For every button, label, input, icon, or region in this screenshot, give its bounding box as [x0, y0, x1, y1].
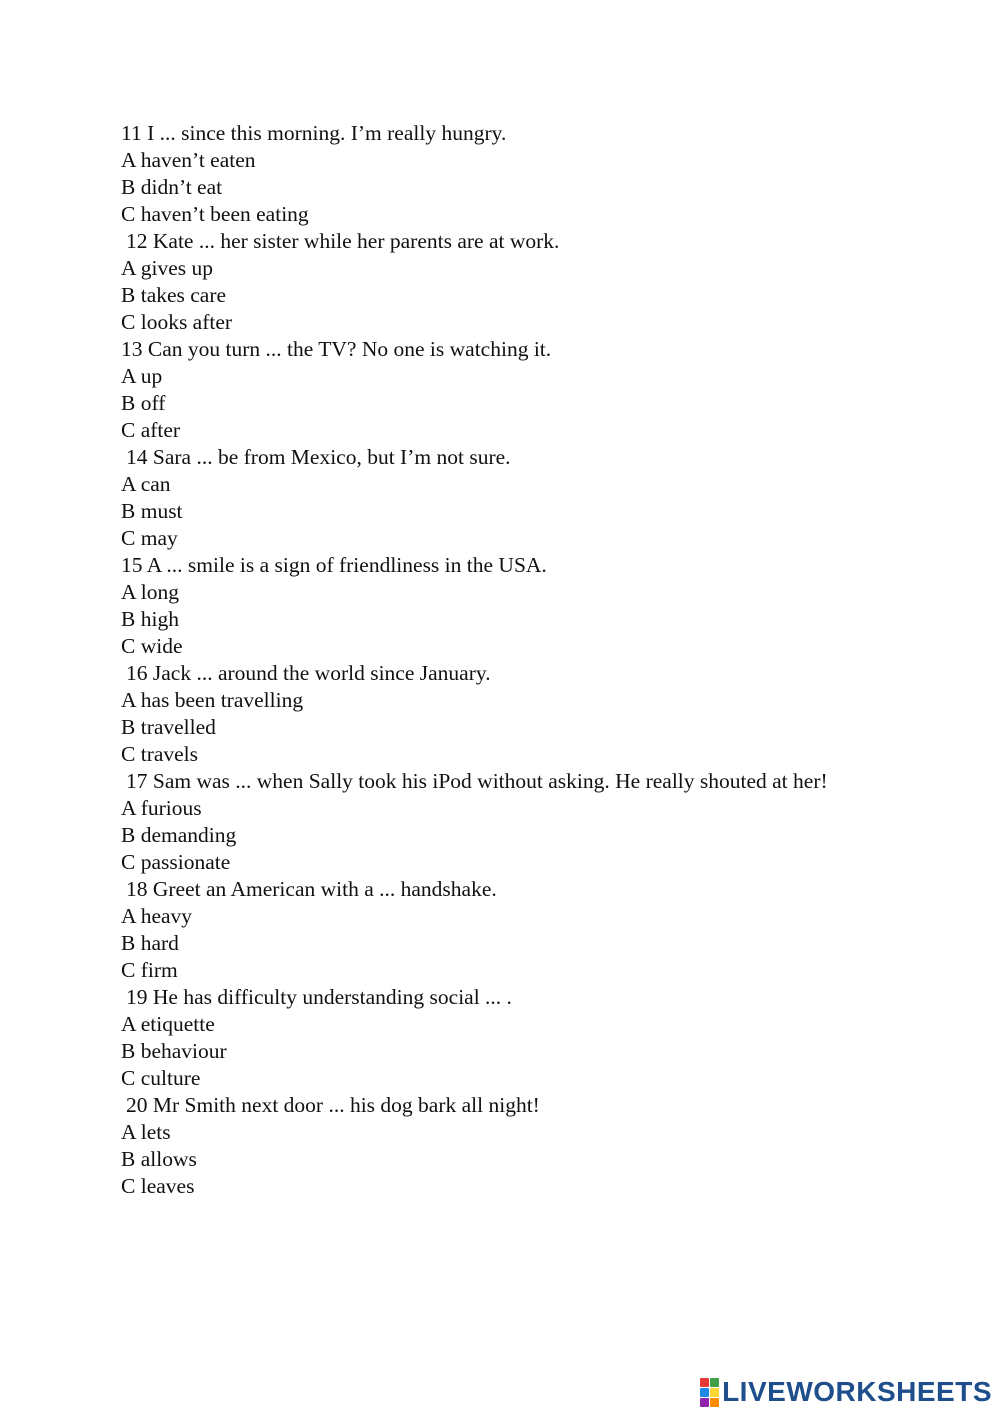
question-18: [121, 876, 861, 984]
option-b: B behaviour: [121, 1039, 227, 1063]
logo-block: [710, 1388, 719, 1397]
question-text: 14 Sara ... be from Mexico, but I’m not sure.: [126, 445, 511, 469]
question-text: 19 He has difficulty understanding social ... .: [126, 985, 512, 1009]
question-20: [121, 1092, 861, 1200]
option-a: A heavy: [121, 904, 193, 928]
option-c: C leaves: [121, 1174, 195, 1198]
option-c: C haven’t been eating: [121, 202, 309, 226]
option-b: B must: [121, 499, 183, 523]
option-c: C travels: [121, 742, 199, 766]
option-b: B hard: [121, 931, 179, 955]
question-16: [121, 660, 861, 768]
option-a: A has been travelling: [121, 688, 304, 712]
option-c: C culture: [121, 1066, 201, 1090]
option-a: A haven’t eaten: [121, 148, 256, 172]
logo-block: [700, 1378, 709, 1387]
option-a: A can: [121, 472, 171, 496]
logo-text: LIVEWORKSHEETS: [722, 1376, 992, 1407]
question-text: 15 A ... smile is a sign of friendliness in the USA.: [121, 553, 547, 577]
worksheet-content: [121, 120, 861, 1200]
option-a: A long: [121, 580, 179, 604]
option-b: B takes care: [121, 283, 227, 307]
option-c: C may: [121, 526, 178, 550]
option-a: A up: [121, 364, 163, 388]
question-text: 18 Greet an American with a ... handshake.: [126, 877, 497, 901]
option-b: B didn’t eat: [121, 175, 223, 199]
option-a: A lets: [121, 1120, 171, 1144]
liveworksheets-logo: [700, 1377, 992, 1407]
option-c: C wide: [121, 634, 183, 658]
option-c: C firm: [121, 958, 178, 982]
logo-block: [700, 1398, 709, 1407]
logo-block: [710, 1378, 719, 1387]
option-a: A etiquette: [121, 1012, 215, 1036]
option-c: C looks after: [121, 310, 233, 334]
question-text: 17 Sam was ... when Sally took his iPod without asking. He really shouted at her!: [126, 769, 828, 793]
option-b: B off: [121, 391, 166, 415]
question-14: [121, 444, 861, 552]
question-text: 11 I ... since this morning. I’m really hungry.: [121, 121, 507, 145]
logo-blocks-icon: [700, 1378, 719, 1407]
question-11: [121, 120, 861, 228]
question-text: 20 Mr Smith next door ... his dog bark all night!: [126, 1093, 540, 1117]
question-text: 13 Can you turn ... the TV? No one is watching it.: [121, 337, 552, 361]
logo-block: [710, 1398, 719, 1407]
question-13: [121, 336, 861, 444]
question-text: 16 Jack ... around the world since January.: [126, 661, 491, 685]
option-a: A furious: [121, 796, 202, 820]
logo-block: [700, 1388, 709, 1397]
option-b: B demanding: [121, 823, 237, 847]
question-12: [121, 228, 861, 336]
option-b: B high: [121, 607, 179, 631]
option-b: B allows: [121, 1147, 197, 1171]
option-b: B travelled: [121, 715, 216, 739]
option-c: C passionate: [121, 850, 231, 874]
question-15: [121, 552, 861, 660]
question-19: [121, 984, 861, 1092]
option-a: A gives up: [121, 256, 213, 280]
question-17: [121, 768, 861, 876]
option-c: C after: [121, 418, 181, 442]
question-text: 12 Kate ... her sister while her parents are at work.: [126, 229, 560, 253]
